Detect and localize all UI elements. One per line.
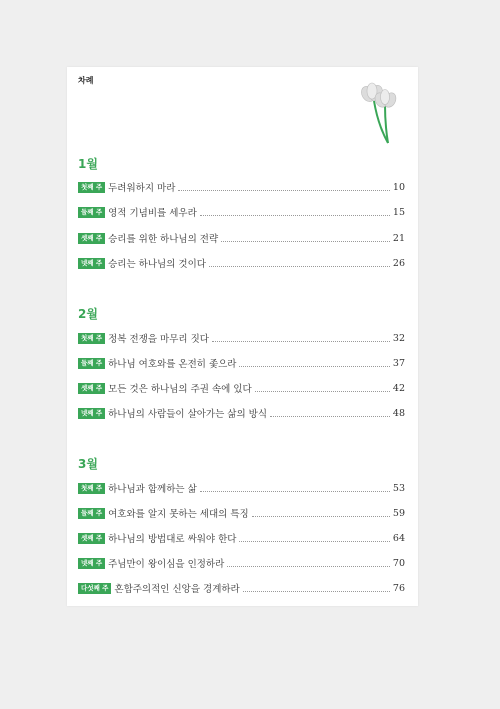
toc-entry[interactable]	[78, 331, 405, 345]
page-number: 53	[392, 482, 405, 494]
entry-title: 승리는 하나님의 것이다	[108, 259, 206, 270]
entry-title: 하나님의 방법대로 싸워야 한다	[108, 534, 237, 545]
entry-title: 혼합주의적인 신앙을 경계하라	[114, 584, 240, 595]
dot-leader	[255, 391, 390, 392]
month-heading: 1월	[78, 157, 98, 171]
page-number: 42	[392, 382, 405, 394]
page-number: 76	[392, 582, 405, 594]
dot-leader	[252, 516, 390, 517]
week-badge: 둘째 주	[78, 207, 105, 218]
entry-title: 두려워하지 마라	[108, 183, 176, 194]
week-badge: 첫째 주	[78, 483, 105, 494]
week-badge: 넷째 주	[78, 408, 105, 419]
week-badge: 셋째 주	[78, 233, 105, 244]
toc-entry[interactable]	[78, 481, 405, 495]
month-heading: 2월	[78, 307, 98, 321]
dot-leader	[209, 266, 390, 267]
entry-title: 여호와를 알지 못하는 세대의 특징	[108, 509, 249, 520]
dot-leader	[221, 241, 390, 242]
dot-leader	[200, 215, 390, 216]
toc-entry[interactable]	[78, 556, 405, 570]
toc-page	[67, 67, 418, 606]
week-badge: 셋째 주	[78, 383, 105, 394]
dot-leader	[270, 416, 390, 417]
page-number: 70	[392, 557, 405, 569]
week-badge: 셋째 주	[78, 533, 105, 544]
week-badge: 첫째 주	[78, 182, 105, 193]
toc-entry[interactable]	[78, 506, 405, 520]
tulip-flowers-icon	[352, 81, 404, 147]
page-number: 21	[392, 232, 405, 244]
toc-entry[interactable]	[78, 406, 405, 420]
dot-leader	[212, 341, 390, 342]
week-badge: 넷째 주	[78, 558, 105, 569]
page-number: 32	[392, 332, 405, 344]
dot-leader	[239, 541, 389, 542]
page-number: 64	[392, 532, 405, 544]
dot-leader	[178, 190, 390, 191]
entry-title: 하나님 여호와를 온전히 좇으라	[108, 359, 237, 370]
toc-entry[interactable]	[78, 180, 405, 194]
entry-title: 정복 전쟁을 마무리 짓다	[108, 334, 209, 345]
week-badge: 첫째 주	[78, 333, 105, 344]
page-number: 26	[392, 257, 405, 269]
toc-entry[interactable]	[78, 231, 405, 245]
toc-entry[interactable]	[78, 356, 405, 370]
dot-leader	[227, 566, 390, 567]
entry-title: 하나님의 사람들이 살아가는 삶의 방식	[108, 409, 268, 420]
month-heading: 3월	[78, 457, 98, 471]
toc-entry[interactable]	[78, 381, 405, 395]
page-number: 59	[392, 507, 405, 519]
entry-title: 하나님과 함께하는 삶	[108, 484, 197, 495]
page-number: 48	[392, 407, 405, 419]
page-title: 차례	[78, 76, 94, 85]
entry-title: 영적 기념비를 세우라	[108, 208, 197, 219]
page-number: 15	[392, 206, 405, 218]
dot-leader	[200, 491, 390, 492]
toc-entry[interactable]	[78, 205, 405, 219]
week-badge: 넷째 주	[78, 258, 105, 269]
dot-leader	[239, 366, 389, 367]
toc-entry[interactable]	[78, 256, 405, 270]
entry-title: 모든 것은 하나님의 주권 속에 있다	[108, 384, 252, 395]
page-number: 10	[392, 181, 405, 193]
entry-title: 승리를 위한 하나님의 전략	[108, 234, 219, 245]
week-badge: 다섯째 주	[78, 583, 111, 594]
toc-entry[interactable]	[78, 581, 405, 595]
week-badge: 둘째 주	[78, 358, 105, 369]
dot-leader	[243, 591, 390, 592]
week-badge: 둘째 주	[78, 508, 105, 519]
entry-title: 주님만이 왕이심을 인정하라	[108, 559, 225, 570]
page-number: 37	[392, 357, 405, 369]
toc-entry[interactable]	[78, 531, 405, 545]
